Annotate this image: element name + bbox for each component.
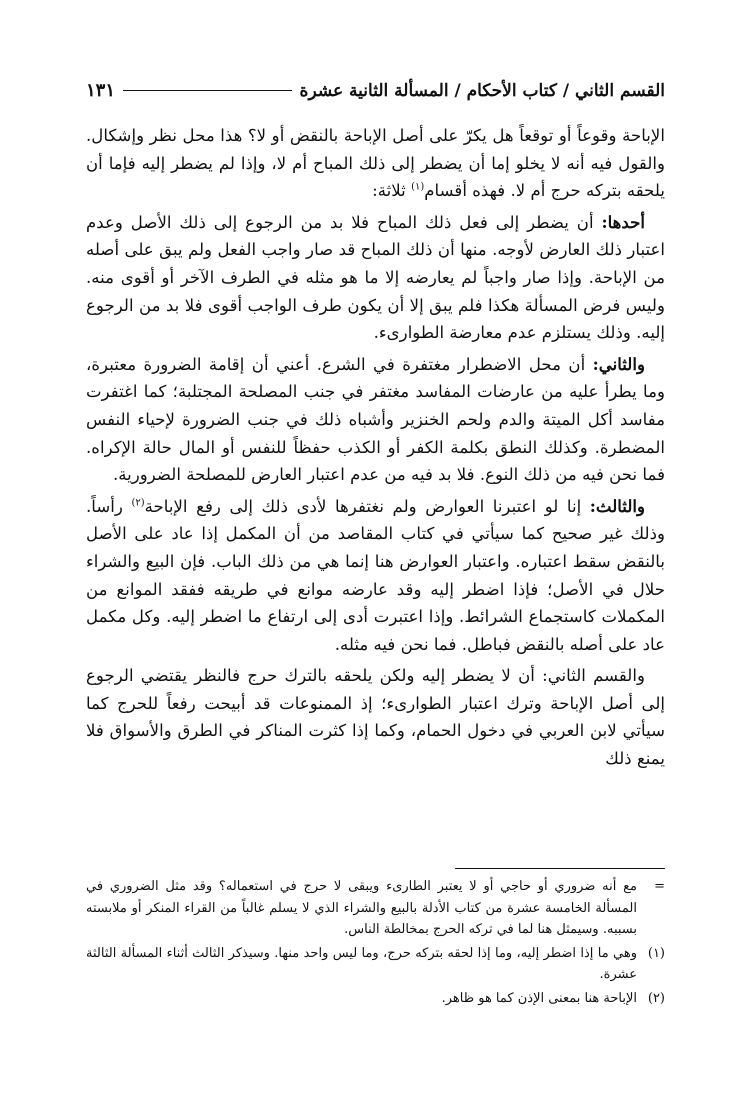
footnote-2 <box>86 988 665 1010</box>
second-section-text: والقسم الثاني: أن لا يضطر إليه ولكن يلحقه بالترك حرج فالنظر يقتضي الرجوع إلى أصل الإباحة وترك اعتبار الطوارىء؛ إذ الممنوعات قد أبيحت رفعاً للحرج كما سيأتي لابن العربي في دخول الحمام، وكما إذا كثرت المناكر في الطرق والأسواق فلا يمنع ذلك <box>86 666 665 769</box>
paragraph-intro-text: الإباحة وقوعاً أو توقعاً هل يكرّ على أصل الإباحة بالنقض أو لا؟ هذا محل نظر وإشكال. والقول فيه أنه لا يخلو إما أن يضطر إلى ذلك المباح أم لا، وإذا لم يضطر إليه فإما أن يلحقه بتركه حرج أم لا. فهذه أقسام <box>86 126 665 201</box>
footnote-separator <box>455 868 665 869</box>
second-reason-text: أن محل الاضطرار مغتفرة في الشرع. أعني أن إقامة الضرورة معتبرة، وما يطرأ عليه من عارضات المفاسد مغتفر في جنب المصلحة المجتلبة؛ كما اغتفرت مفاسد أكل الميتة والدم ولحم الخنزير وأشباه ذلك في جنب الضرورة لإحياء النفس المضطرة. وكذلك النطق بكلمة الكفر أو الكذب حفظاً للنفس أو المال حالة الإكراه. فما نحن فيه من ذلك النوع. فلا بد فيه من عدم اعتبار العارض للمصلحة الضرورية. <box>86 354 665 485</box>
footnote-continued-mark: = <box>654 879 665 894</box>
second-reason-lead: والثاني: <box>592 353 645 374</box>
footnote-1 <box>86 943 665 986</box>
footnote-1-text: وهي ما إذا اضطر إليه، وما إذا لحقه بتركه حرج، وما ليس واحد منها. وسيذكر الثالث أثناء المسألة الثالثة عشرة. <box>86 945 637 982</box>
third-reason-lead: والثالث: <box>589 495 645 516</box>
running-header <box>86 80 665 101</box>
main-text <box>86 122 665 777</box>
first-reason-lead: أحدها: <box>601 211 645 232</box>
footnote-continued <box>86 876 665 941</box>
footnote-2-text: الإباحة هنا بمعنى الإذن كما هو ظاهر. <box>441 990 637 1006</box>
paragraph-intro <box>86 122 665 205</box>
footnote-2-mark: (٢) <box>647 990 665 1006</box>
header-title: القسم الثاني / كتاب الأحكام / المسألة الثانية عشرة <box>299 80 665 101</box>
third-reason-text-b: رأساً. وذلك غير صحيح كما سيأتي في كتاب المقاصد من أن المكمل إذا عاد على الأصل بالنقض سقط اعتباره. واعتبار العوارض هنا إنما هي من ذلك الباب. فإن البيع والشراء حلال في الأصل؛ فإذا اضطر إليه وقد عارضه موانع في طريقه ففقد الموانع من المكملات كاستجماع الشرائط. وإذا اعتبرت أدى إلى ارتفاع ما اضطر إليه. وكل مكمل عاد على أصله بالنقض فباطل. فما نحن فيه مثله. <box>86 496 665 654</box>
footnote-1-mark: (١) <box>647 945 665 961</box>
third-reason-text-a: إنا لو اعتبرنا العوارض ولم نغتفرها لأدى ذلك إلى رفع الإباحة <box>144 496 590 516</box>
header-rule <box>123 90 292 91</box>
paragraph-first-reason <box>86 209 665 347</box>
page-number: ١٣١ <box>86 80 116 101</box>
footnote-continued-text: مع أنه ضروري أو حاجي أو لا يعتبر الطارىء ويبقى لا حرج في استعماله؟ وقد مثل الضروري في المسألة الخامسة عشرة من كتاب الأدلة بالبيع والشراء الذي لا يسلم غالباً من القراء المنكر أو ملابسته بسببه. وسيمثل هنا لما في تركه الحرج بمخالطة الناس. <box>86 879 637 937</box>
paragraph-intro-end: ثلاثة: <box>372 181 412 201</box>
paragraph-second-section <box>86 662 665 772</box>
paragraph-second-reason <box>86 351 665 489</box>
footnote-ref-1: (١) <box>411 181 425 193</box>
first-reason-text: أن يضطر إلى فعل ذلك المباح فلا بد من الرجوع إلى ذلك الأصل وعدم اعتبار ذلك العارض لأوجه. منها أن ذلك المباح قد صار واجب الفعل ولم يبق على أصله من الإباحة. وإذا صار واجباً لم يعارضه إلا ما هو مثله في الطرف الآخر أو أقوى منه. وليس فرض المسألة هكذا فلم يبق إلا أن يكون طرف الواجب أقوى فلا بد من الرجوع إليه. وذلك يستلزم عدم معارضة الطوارىء. <box>86 212 665 343</box>
footnotes <box>86 876 665 1011</box>
paragraph-third-reason <box>86 493 665 659</box>
footnote-ref-2: (٢) <box>131 497 145 509</box>
